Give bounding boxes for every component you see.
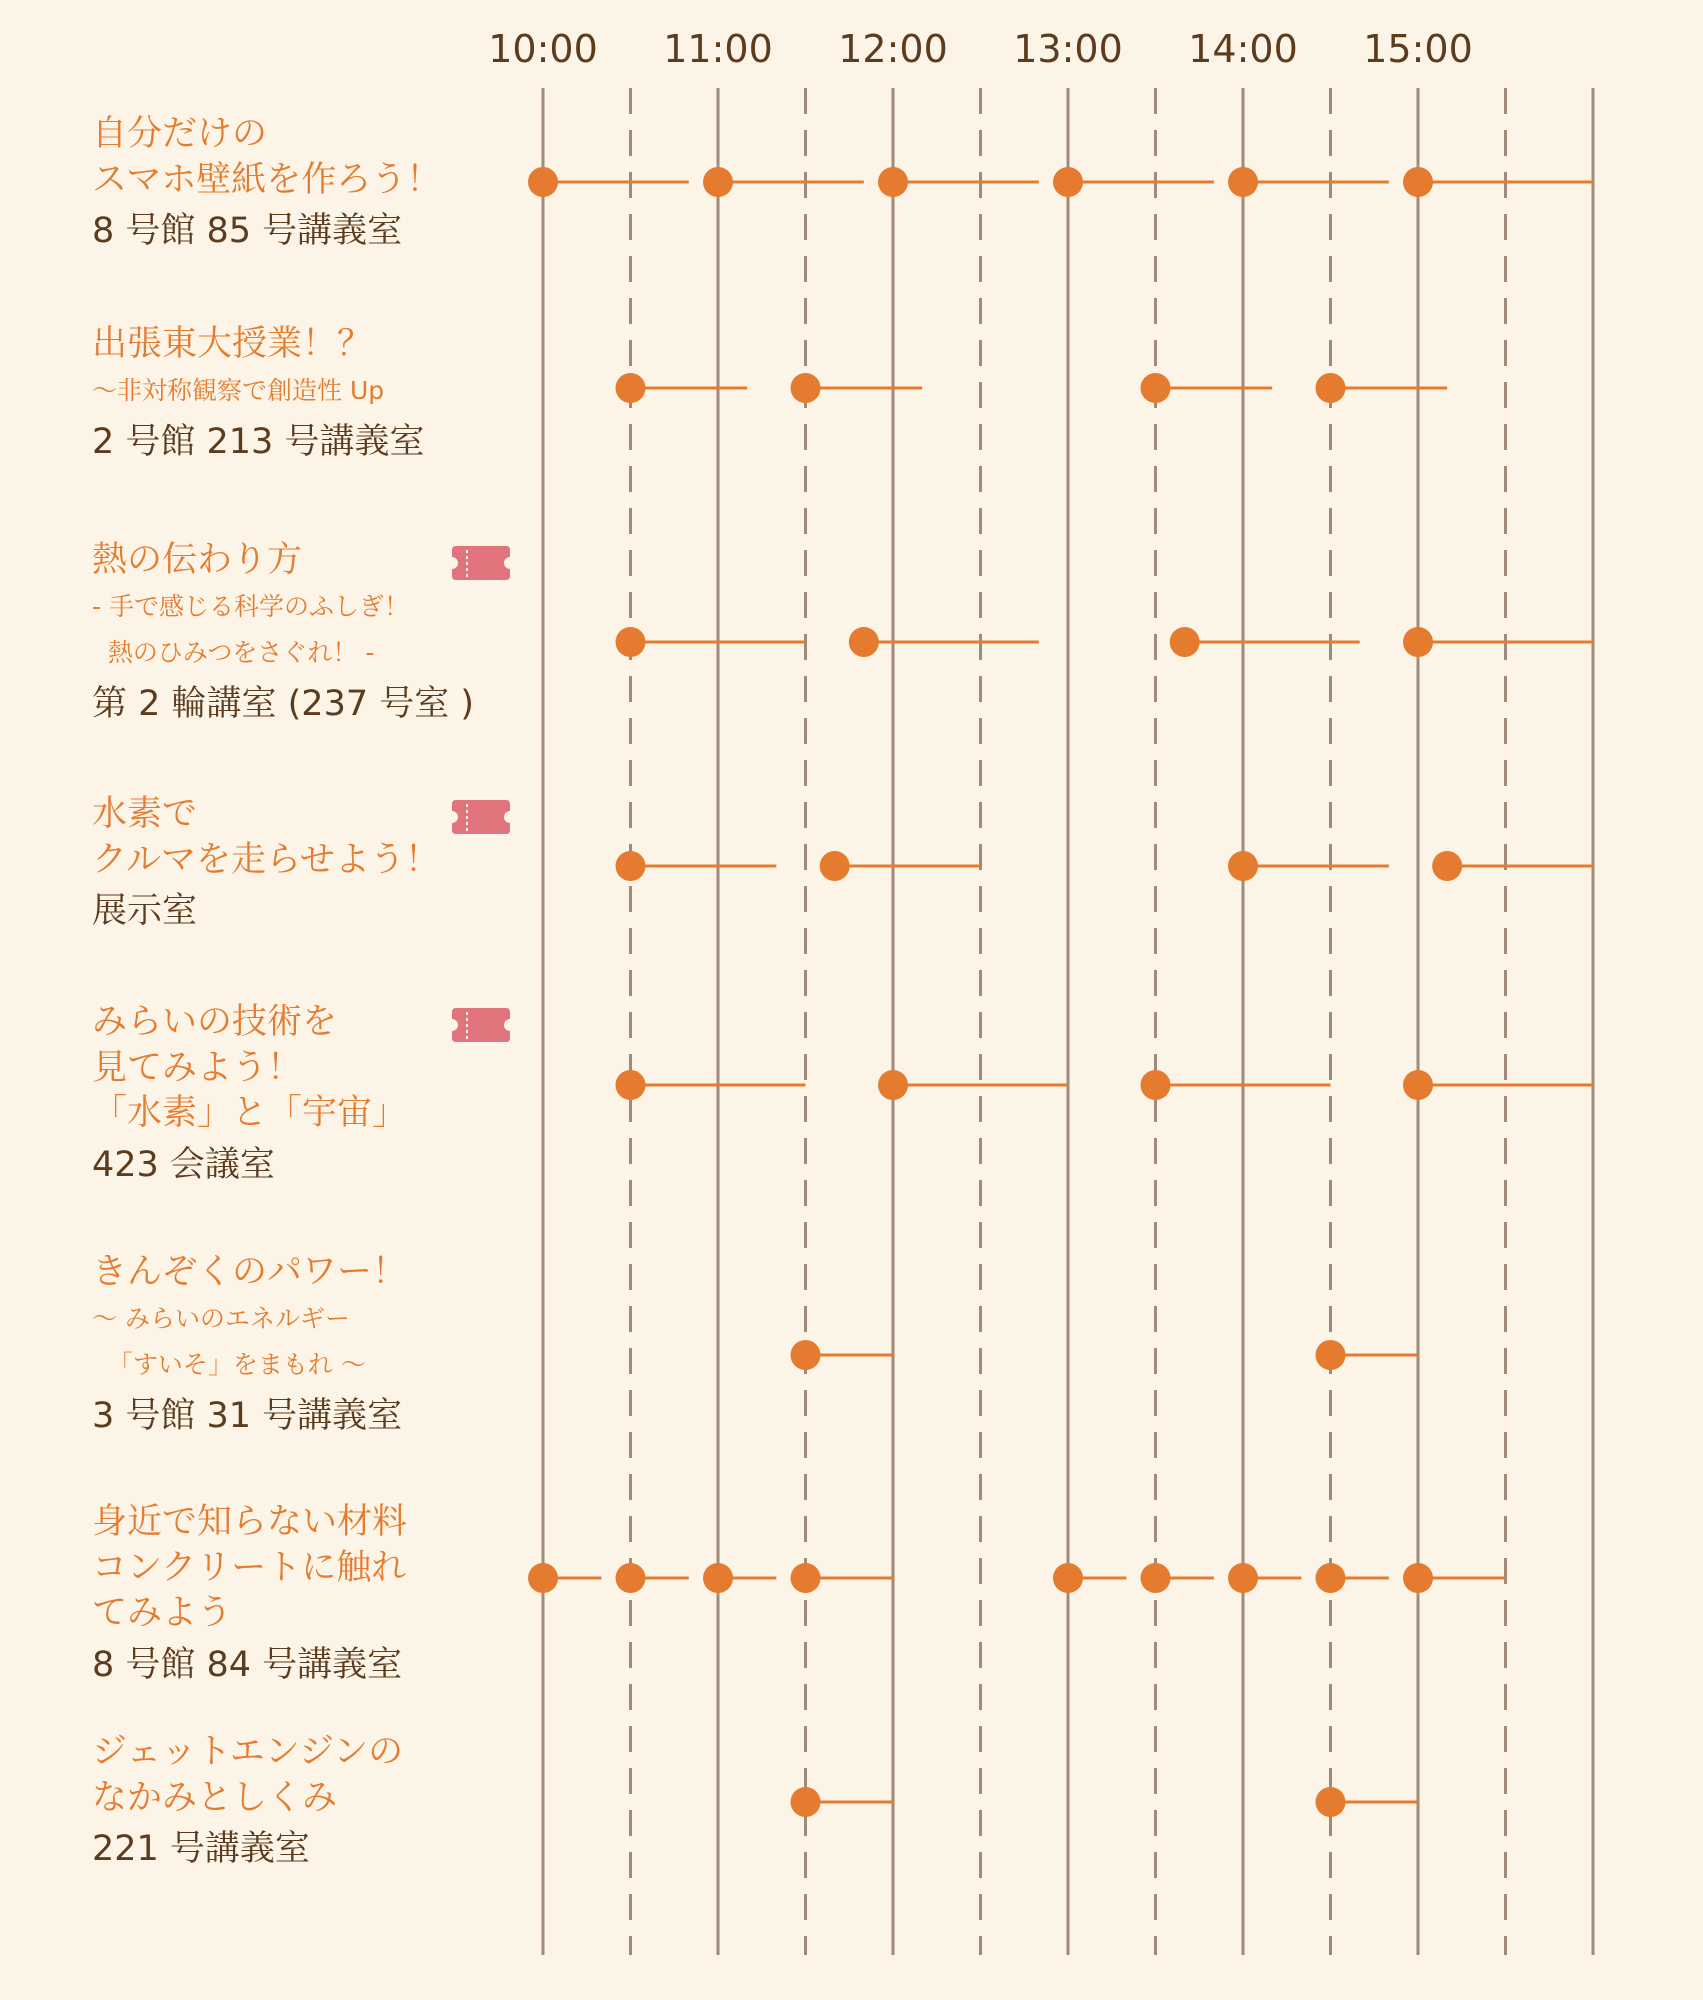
event-label — [92, 792, 532, 935]
event-label — [92, 538, 532, 728]
session-start-dot — [528, 1563, 558, 1593]
session-start-dot — [1316, 1340, 1346, 1370]
event-title-line: 水素で — [92, 794, 198, 834]
session-start-dot — [1403, 1070, 1433, 1100]
session-start-dot — [1053, 1563, 1083, 1593]
event-title-line: 熱の伝わり方 — [92, 540, 303, 580]
event-subtitle-line: ～ みらいのエネルギー — [92, 1303, 350, 1333]
session-start-dot — [1316, 1787, 1346, 1817]
session-start-dot — [820, 851, 850, 881]
session-start-dot — [1228, 1563, 1258, 1593]
event-title-line: てみよう — [92, 1593, 233, 1633]
event-room: 第 2 輪講室 (237 号室 ) — [92, 684, 475, 724]
session-start-dot — [616, 627, 646, 657]
time-tick-label: 13:00 — [1013, 27, 1123, 71]
session-start-dot — [791, 1787, 821, 1817]
session-start-dot — [791, 373, 821, 403]
time-tick-label: 11:00 — [663, 27, 773, 71]
event-title-line: 「水素」と「宇宙」 — [92, 1093, 408, 1133]
session-start-dot — [1432, 851, 1462, 881]
time-tick-label: 15:00 — [1363, 27, 1473, 71]
event-label — [92, 112, 532, 255]
event-subtitle-line: - 手で感じる科学のふしぎ！ — [92, 591, 409, 621]
session-start-dot — [1316, 1563, 1346, 1593]
event-room: 8 号館 85 号講義室 — [92, 211, 403, 251]
event-label — [92, 1730, 532, 1873]
event-label — [92, 322, 532, 465]
event-title-line: 見てみよう！ — [92, 1047, 303, 1088]
session-start-dot — [616, 1563, 646, 1593]
session-start-dot — [791, 1563, 821, 1593]
session-start-dot — [1053, 167, 1083, 197]
event-room: 展示室 — [92, 891, 198, 931]
session-start-dot — [1316, 373, 1346, 403]
event-label — [92, 1000, 532, 1188]
time-tick-label: 12:00 — [838, 27, 948, 71]
session-start-dot — [1403, 1563, 1433, 1593]
event-subtitle-line: ～非対称観察で創造性 Up — [92, 375, 385, 405]
event-title-line: 身近で知らない材料 — [92, 1502, 408, 1542]
event-room: 221 号講義室 — [92, 1829, 310, 1869]
event-title-line: 出張東大授業！？ — [92, 324, 373, 364]
time-tick-label: 14:00 — [1188, 27, 1298, 71]
event-room: 2 号館 213 号講義室 — [92, 421, 425, 462]
event-title-line: ジェットエンジンの — [92, 1732, 404, 1772]
event-room: 8 号館 84 号講義室 — [92, 1644, 403, 1685]
session-start-dot — [1141, 1070, 1171, 1100]
session-start-dot — [1228, 851, 1258, 881]
session-start-dot — [878, 167, 908, 197]
event-title-line: クルマを走らせよう！ — [92, 839, 440, 880]
event-subtitle-line: 「すいそ」をまもれ ～ — [92, 1349, 366, 1379]
event-title-line: スマホ壁紙を作ろう！ — [92, 159, 442, 200]
event-label — [92, 1250, 532, 1440]
session-start-dot — [1141, 373, 1171, 403]
session-start-dot — [616, 851, 646, 881]
session-start-dot — [703, 1563, 733, 1593]
event-label — [92, 1500, 532, 1688]
event-title-line: 自分だけの — [92, 114, 268, 154]
session-start-dot — [1403, 167, 1433, 197]
session-start-dot — [528, 167, 558, 197]
session-start-dot — [703, 167, 733, 197]
session-start-dot — [1403, 627, 1433, 657]
session-start-dot — [791, 1340, 821, 1370]
event-room: 3 号館 31 号講義室 — [92, 1396, 403, 1436]
event-room: 423 会議室 — [92, 1144, 275, 1185]
ticket-icon — [452, 1008, 510, 1042]
event-title-line: みらいの技術を — [92, 1002, 338, 1042]
time-tick-label: 10:00 — [488, 27, 598, 71]
event-title-line: なかみとしくみ — [92, 1777, 338, 1818]
ticket-icon — [452, 800, 510, 834]
event-title-line: コンクリートに触れ — [92, 1547, 407, 1588]
session-start-dot — [878, 1070, 908, 1100]
ticket-icon — [452, 546, 510, 580]
event-subtitle-line: 熱のひみつをさぐれ！ - — [92, 637, 375, 667]
session-start-dot — [616, 373, 646, 403]
session-start-dot — [616, 1070, 646, 1100]
session-start-dot — [849, 627, 879, 657]
session-start-dot — [1170, 627, 1200, 657]
event-title-line: きんぞくのパワー！ — [92, 1252, 408, 1292]
session-start-dot — [1141, 1563, 1171, 1593]
session-start-dot — [1228, 167, 1258, 197]
